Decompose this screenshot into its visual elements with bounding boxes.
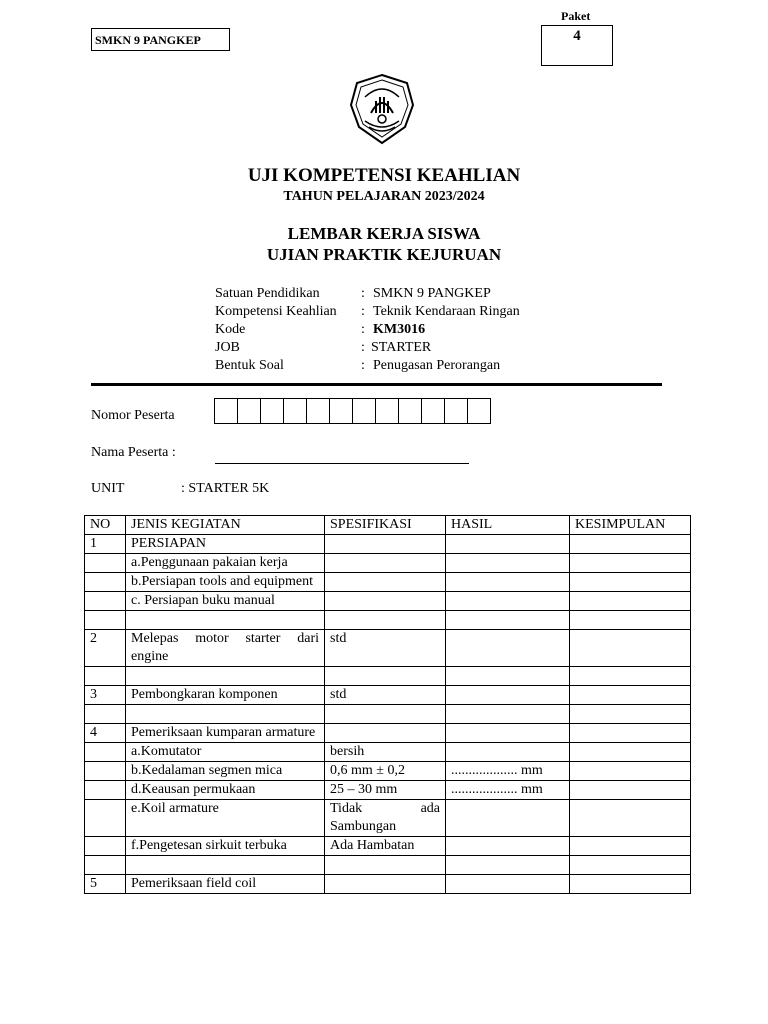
column-header: JENIS KEGIATAN xyxy=(126,516,325,535)
table-cell xyxy=(325,724,446,743)
table-cell xyxy=(325,592,446,611)
digit-box[interactable] xyxy=(214,398,238,424)
info-key: JOB xyxy=(215,340,240,355)
table-cell[interactable] xyxy=(446,800,570,837)
table-cell[interactable] xyxy=(570,800,691,837)
table-cell: b.Persiapan tools and equipment xyxy=(126,573,325,592)
table-cell xyxy=(325,554,446,573)
table-cell: 2 xyxy=(85,630,126,667)
table-cell[interactable] xyxy=(570,837,691,856)
digit-box[interactable] xyxy=(421,398,445,424)
table-cell xyxy=(85,762,126,781)
column-header: SPESIFIKASI xyxy=(325,516,446,535)
table-cell[interactable] xyxy=(446,705,570,724)
table-cell[interactable] xyxy=(446,856,570,875)
info-value: STARTER xyxy=(371,340,432,355)
table-cell: d.Keausan permukaan xyxy=(126,781,325,800)
table-cell[interactable] xyxy=(570,611,691,630)
table-row xyxy=(85,667,691,686)
table-cell: 1 xyxy=(85,535,126,554)
table-cell xyxy=(85,554,126,573)
nama-peserta-line[interactable] xyxy=(215,463,469,464)
table-cell xyxy=(126,611,325,630)
column-header: NO xyxy=(85,516,126,535)
exam-info xyxy=(215,285,520,375)
table-cell: f.Pengetesan sirkuit terbuka xyxy=(126,837,325,856)
table-cell: 5 xyxy=(85,875,126,894)
table-cell[interactable] xyxy=(570,762,691,781)
table-cell: Ada Hambatan xyxy=(325,837,446,856)
table-cell xyxy=(85,573,126,592)
header-divider xyxy=(91,383,662,386)
unit-label: UNIT xyxy=(91,481,125,496)
table-cell[interactable] xyxy=(570,630,691,667)
table-cell xyxy=(85,592,126,611)
info-sep: : xyxy=(361,322,365,337)
table-cell[interactable] xyxy=(446,724,570,743)
info-row xyxy=(215,321,520,339)
table-cell[interactable] xyxy=(446,573,570,592)
table-cell: a.Komutator xyxy=(126,743,325,762)
nomor-peserta-boxes[interactable] xyxy=(215,398,491,424)
table-cell[interactable] xyxy=(570,743,691,762)
table-cell[interactable] xyxy=(570,781,691,800)
table-cell xyxy=(85,800,126,837)
table-row xyxy=(85,705,691,724)
paket-number-box: 4 xyxy=(541,25,613,66)
table-cell xyxy=(325,535,446,554)
digit-box[interactable] xyxy=(237,398,261,424)
academic-year: TAHUN PELAJARAN 2023/2024 xyxy=(283,189,485,204)
exam-subtitle: UJIAN PRAKTIK KEJURUAN xyxy=(266,245,502,264)
table-cell xyxy=(85,781,126,800)
digit-box[interactable] xyxy=(398,398,422,424)
table-cell xyxy=(126,856,325,875)
table-row xyxy=(85,837,691,856)
table-row xyxy=(85,856,691,875)
table-cell[interactable] xyxy=(446,630,570,667)
table-cell[interactable]: ................... mm xyxy=(446,781,570,800)
table-cell: std xyxy=(325,686,446,705)
table-cell: PERSIAPAN xyxy=(126,535,325,554)
table-cell xyxy=(325,667,446,686)
digit-box[interactable] xyxy=(352,398,376,424)
table-cell[interactable] xyxy=(446,875,570,894)
table-row xyxy=(85,875,691,894)
table-cell xyxy=(325,705,446,724)
info-sep: : xyxy=(361,340,365,355)
table-cell: Pemeriksaan kumparan armature xyxy=(126,724,325,743)
table-cell: Pemeriksaan field coil xyxy=(126,875,325,894)
table-row xyxy=(85,724,691,743)
table-cell: e.Koil armature xyxy=(126,800,325,837)
nama-peserta-label: Nama Peserta : xyxy=(91,445,176,460)
worksheet-title: LEMBAR KERJA SISWA xyxy=(287,224,481,243)
unit-value: : STARTER 5K xyxy=(181,481,270,496)
table-cell[interactable] xyxy=(570,573,691,592)
table-cell xyxy=(126,667,325,686)
table-cell[interactable] xyxy=(570,667,691,686)
table-cell[interactable] xyxy=(446,592,570,611)
table-cell: b.Kedalaman segmen mica xyxy=(126,762,325,781)
table-header-row xyxy=(85,516,691,535)
exam-title: UJI KOMPETENSI KEAHLIAN xyxy=(247,165,521,186)
digit-box[interactable] xyxy=(329,398,353,424)
table-cell[interactable] xyxy=(446,535,570,554)
table-row xyxy=(85,535,691,554)
info-sep: : xyxy=(361,358,365,373)
table-row xyxy=(85,554,691,573)
info-sep: : xyxy=(361,286,365,301)
table-cell[interactable] xyxy=(570,554,691,573)
table-row xyxy=(85,800,691,837)
table-cell xyxy=(325,611,446,630)
table-cell[interactable] xyxy=(446,743,570,762)
table-cell xyxy=(85,705,126,724)
table-cell[interactable] xyxy=(446,837,570,856)
table-row xyxy=(85,573,691,592)
table-row xyxy=(85,630,691,667)
table-cell xyxy=(85,667,126,686)
table-cell xyxy=(85,837,126,856)
digit-box[interactable] xyxy=(375,398,399,424)
table-cell xyxy=(85,856,126,875)
table-cell xyxy=(85,611,126,630)
info-row xyxy=(215,339,520,357)
info-key: Kode xyxy=(215,322,246,337)
table-row xyxy=(85,781,691,800)
table-cell[interactable] xyxy=(570,705,691,724)
table-cell[interactable] xyxy=(570,686,691,705)
table-cell: 25 – 30 mm xyxy=(325,781,446,800)
table-row xyxy=(85,611,691,630)
info-value: SMKN 9 PANGKEP xyxy=(373,286,491,301)
table-cell xyxy=(325,573,446,592)
column-header: KESIMPULAN xyxy=(570,516,691,535)
activity-table xyxy=(84,515,691,894)
table-cell[interactable] xyxy=(446,554,570,573)
table-cell: 0,6 mm ± 0,2 xyxy=(325,762,446,781)
info-row xyxy=(215,303,520,321)
info-row xyxy=(215,285,520,303)
nomor-peserta-label: Nomor Peserta xyxy=(91,408,175,423)
column-header: HASIL xyxy=(446,516,570,535)
table-cell xyxy=(126,705,325,724)
table-cell[interactable] xyxy=(570,875,691,894)
table-cell: c. Persiapan buku manual xyxy=(126,592,325,611)
table-cell: bersih xyxy=(325,743,446,762)
info-row xyxy=(215,357,520,375)
table-cell: 3 xyxy=(85,686,126,705)
table-cell: Melepas motor starter dari engine xyxy=(126,630,325,667)
table-cell[interactable] xyxy=(570,592,691,611)
paket-label: Paket xyxy=(561,9,591,23)
table-cell xyxy=(325,875,446,894)
info-value: Teknik Kendaraan Ringan xyxy=(373,304,520,319)
table-cell: std xyxy=(325,630,446,667)
digit-box[interactable] xyxy=(306,398,330,424)
table-cell: Tidak ada Sambungan xyxy=(325,800,446,837)
table-cell[interactable] xyxy=(570,535,691,554)
table-cell: 4 xyxy=(85,724,126,743)
digit-box[interactable] xyxy=(260,398,284,424)
school-name-box: SMKN 9 PANGKEP xyxy=(91,28,230,51)
tut-wuri-handayani-logo xyxy=(347,73,417,145)
table-cell xyxy=(85,743,126,762)
info-key: Bentuk Soal xyxy=(215,358,284,373)
table-row xyxy=(85,592,691,611)
table-cell[interactable] xyxy=(446,686,570,705)
info-key: Satuan Pendidikan xyxy=(215,286,320,301)
info-value: Penugasan Perorangan xyxy=(373,358,501,373)
table-cell xyxy=(325,856,446,875)
table-cell: a.Penggunaan pakaian kerja xyxy=(126,554,325,573)
table-cell[interactable] xyxy=(446,611,570,630)
table-cell[interactable]: ................... mm xyxy=(446,762,570,781)
digit-box[interactable] xyxy=(467,398,491,424)
table-cell: Pembongkaran komponen xyxy=(126,686,325,705)
info-value: KM3016 xyxy=(373,322,426,337)
table-row xyxy=(85,743,691,762)
info-sep: : xyxy=(361,304,365,319)
digit-box[interactable] xyxy=(283,398,307,424)
info-key: Kompetensi Keahlian xyxy=(215,304,337,319)
table-cell[interactable] xyxy=(570,856,691,875)
table-cell[interactable] xyxy=(446,667,570,686)
table-cell[interactable] xyxy=(570,724,691,743)
table-row xyxy=(85,762,691,781)
digit-box[interactable] xyxy=(444,398,468,424)
table-row xyxy=(85,686,691,705)
